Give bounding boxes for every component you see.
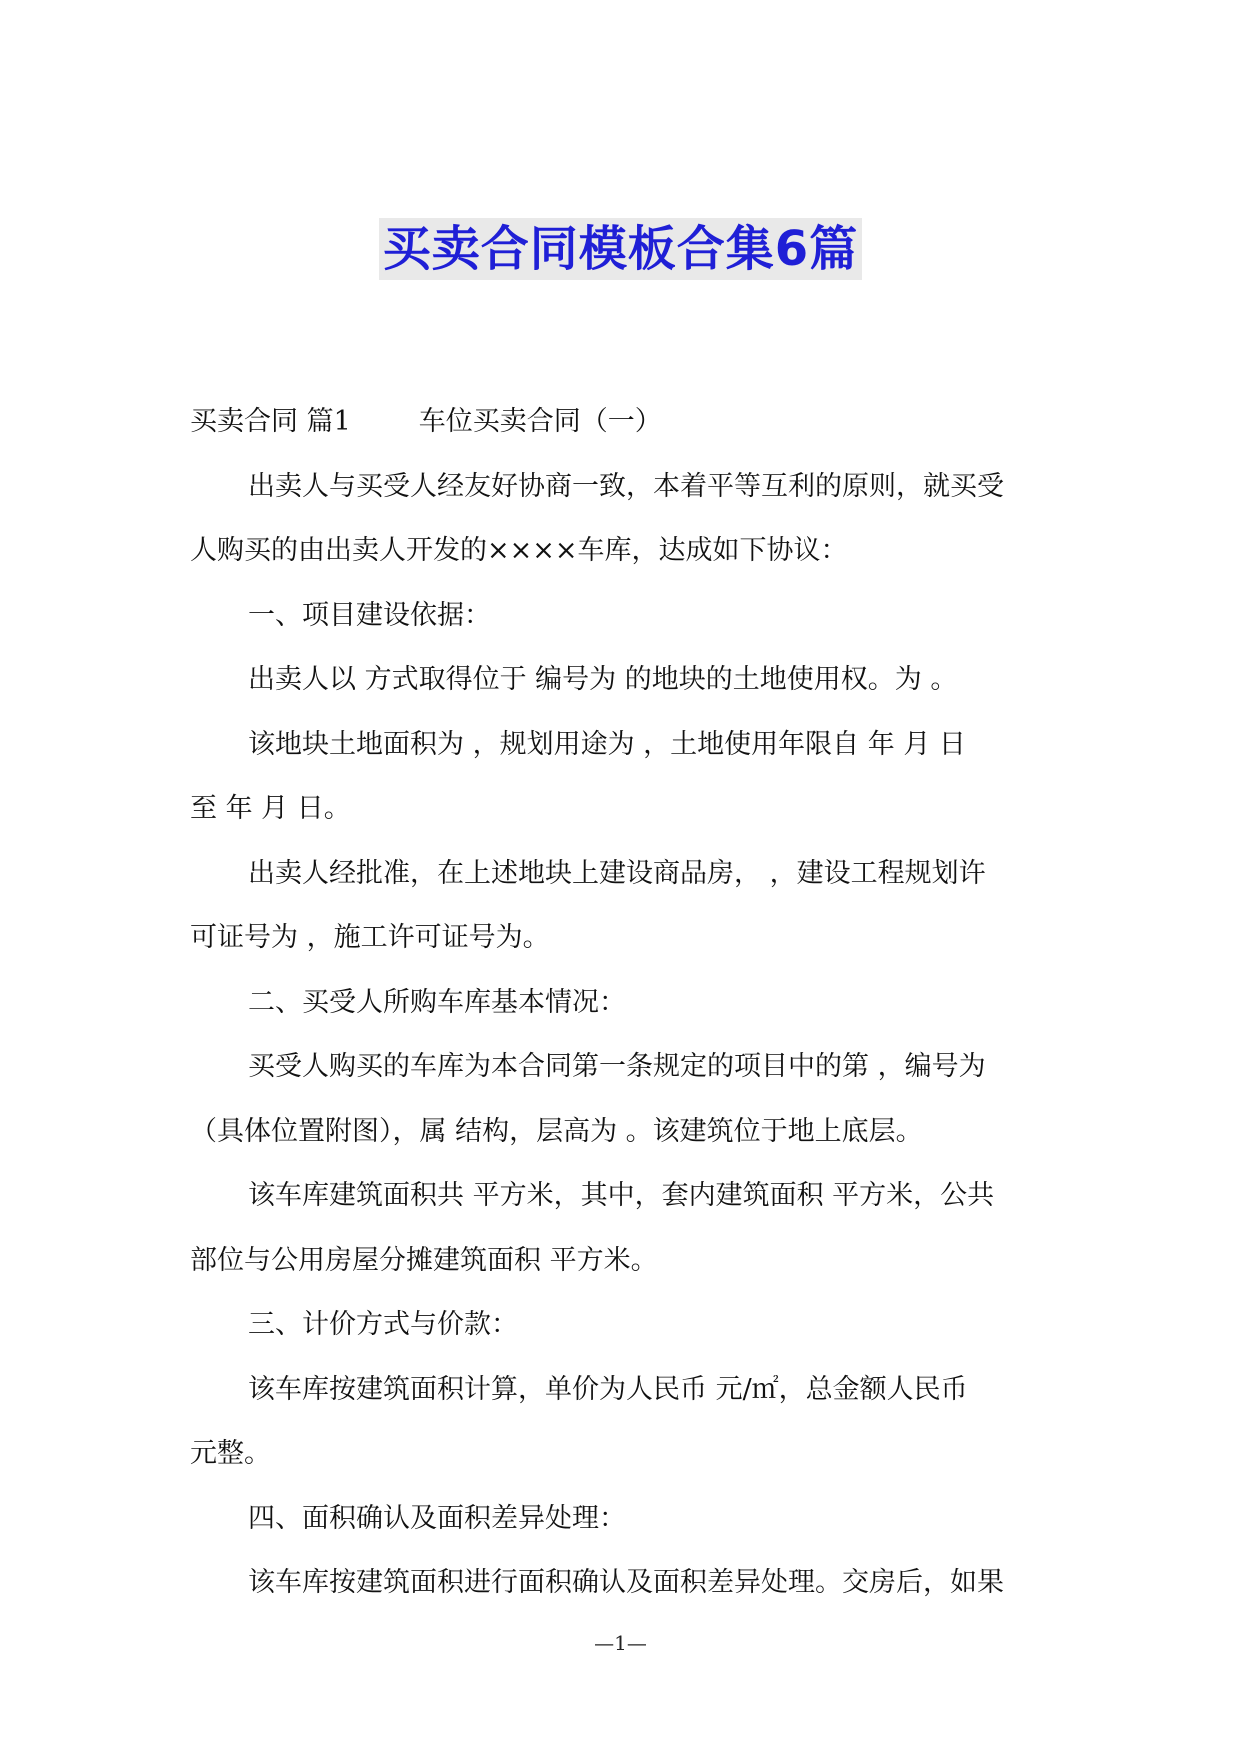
clause-heading: 一、项目建设依据： bbox=[248, 599, 491, 631]
page-number: —1— bbox=[594, 1631, 647, 1655]
paragraph-line: 人购买的由出卖人开发的××××车库，达成如下协议： bbox=[190, 535, 848, 566]
paragraph-line: 出卖人以 方式取得位于 编号为 的地块的土地使用权。为 。 bbox=[248, 664, 958, 695]
paragraph-line: 该地块土地面积为 ，规划用途为 ，土地使用年限自 年 月 日 bbox=[248, 728, 966, 760]
paragraph-line: 元整。 bbox=[190, 1438, 271, 1469]
clause-heading: 二、买受人所购车库基本情况： bbox=[248, 986, 626, 1018]
section-label: 买卖合同 篇1 bbox=[190, 406, 351, 437]
paragraph-line: 可证号为 ，施工许可证号为。 bbox=[190, 922, 550, 953]
title-block bbox=[0, 218, 1241, 280]
document-title: 买卖合同模板合集6篇 bbox=[379, 218, 862, 280]
paragraph-line: 买受人购买的车库为本合同第一条规定的项目中的第 ，编号为 bbox=[248, 1051, 986, 1082]
paragraph-line: 该车库建筑面积共 平方米，其中，套内建筑面积 平方米，公共 bbox=[248, 1180, 995, 1211]
clause-heading: 三、计价方式与价款： bbox=[248, 1309, 518, 1340]
section-header-line bbox=[190, 390, 1052, 455]
paragraph-line: （具体位置附图），属 结构，层高为 。该建筑位于地上底层。 bbox=[190, 1115, 923, 1147]
paragraph-line: 出卖人经批准，在上述地块上建设商品房， ，建设工程规划许 bbox=[248, 857, 986, 889]
paragraph-line: 出卖人与买受人经友好协商一致，本着平等互利的原则，就买受 bbox=[248, 470, 1004, 502]
section-subtitle: 车位买卖合同（一） bbox=[418, 406, 662, 437]
paragraph-line: 该车库按建筑面积计算，单价为人民币 元/㎡，总金额人民币 bbox=[248, 1373, 968, 1405]
paragraph-line: 至 年 月 日。 bbox=[190, 793, 351, 824]
document-body bbox=[190, 390, 1052, 1616]
clause-heading: 四、面积确认及面积差异处理： bbox=[248, 1502, 626, 1534]
paragraph-line: 该车库按建筑面积进行面积确认及面积差异处理。交房后，如果 bbox=[248, 1567, 1004, 1598]
paragraph-line: 部位与公用房屋分摊建筑面积 平方米。 bbox=[190, 1244, 658, 1276]
